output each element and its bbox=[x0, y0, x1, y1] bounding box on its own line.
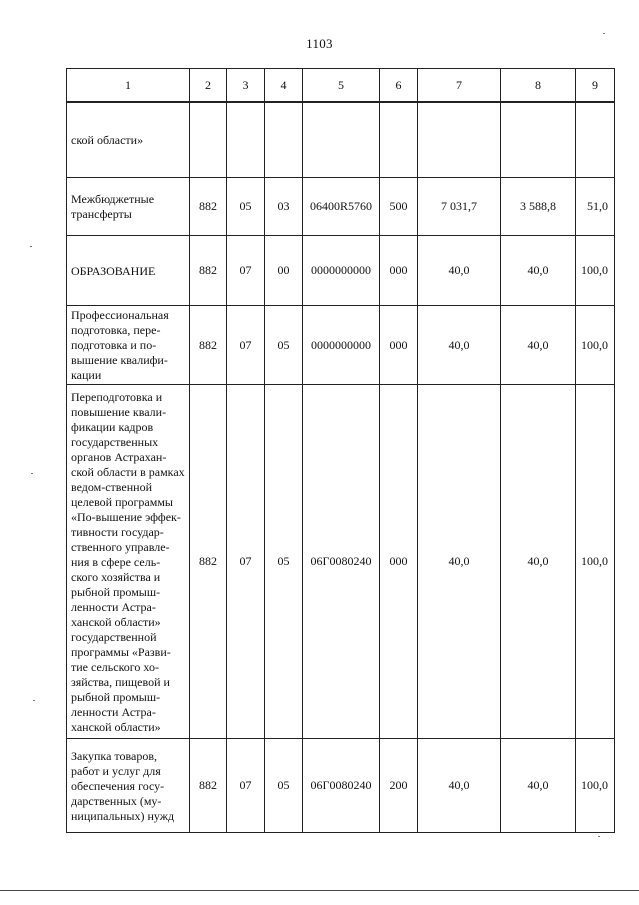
scan-speck bbox=[598, 836, 600, 837]
column-header: 6 bbox=[380, 69, 418, 103]
header-row bbox=[67, 69, 615, 103]
column-header: 2 bbox=[190, 69, 227, 103]
cell-executed: 40,0 bbox=[501, 385, 576, 739]
cell-planned: 40,0 bbox=[418, 739, 501, 833]
cell-section: 07 bbox=[227, 306, 265, 385]
cell-subsection: 05 bbox=[265, 385, 303, 739]
row-name: Закупка товаров, работ и услуг для обеспечения госу-дарственных (му-ниципальных) нужд bbox=[67, 739, 190, 833]
row-name: Переподготовка и повышение квали-фикации кадров государственных органов Астрахан-ской области в рамках ведом-ственной целевой программы «По-вышение эффек-тивности государ-ственного управле-ния в сфере сель-ского хозяйства и рыбной промыш-ленности Астра-ханской области» государственной программы «Разви-тие сельского хо-зяйства, пищевой и рыбной промыш-ленности Астра-ханской области» bbox=[67, 385, 190, 739]
scan-speck bbox=[31, 473, 33, 474]
cell-subsection: 05 bbox=[265, 739, 303, 833]
table-row bbox=[67, 102, 615, 178]
cell-planned: 40,0 bbox=[418, 306, 501, 385]
column-header: 7 bbox=[418, 69, 501, 103]
cell-target-article bbox=[303, 102, 380, 178]
row-name: ской области» bbox=[67, 102, 190, 178]
table-row bbox=[67, 178, 615, 236]
cell-subsection: 00 bbox=[265, 236, 303, 306]
column-header: 9 bbox=[576, 69, 615, 103]
table-row bbox=[67, 236, 615, 306]
cell-expense-type bbox=[380, 102, 418, 178]
cell-percent bbox=[576, 102, 615, 178]
cell-subsection: 03 bbox=[265, 178, 303, 236]
cell-executed: 40,0 bbox=[501, 739, 576, 833]
cell-ministry-code: 882 bbox=[190, 739, 227, 833]
scan-speck bbox=[30, 246, 32, 247]
row-name: Межбюджетные трансферты bbox=[67, 178, 190, 236]
row-name: ОБРАЗОВАНИЕ bbox=[67, 236, 190, 306]
cell-percent: 51,0 bbox=[576, 178, 615, 236]
bottom-rule bbox=[0, 890, 639, 891]
column-header: 3 bbox=[227, 69, 265, 103]
cell-target-article: 06400R5760 bbox=[303, 178, 380, 236]
cell-target-article: 06Г0080240 bbox=[303, 385, 380, 739]
cell-section: 05 bbox=[227, 178, 265, 236]
cell-subsection bbox=[265, 102, 303, 178]
cell-ministry-code: 882 bbox=[190, 236, 227, 306]
cell-planned: 40,0 bbox=[418, 236, 501, 306]
cell-expense-type: 500 bbox=[380, 178, 418, 236]
cell-executed bbox=[501, 102, 576, 178]
scan-speck bbox=[33, 700, 35, 701]
table-row bbox=[67, 385, 615, 739]
cell-percent: 100,0 bbox=[576, 306, 615, 385]
cell-ministry-code: 882 bbox=[190, 306, 227, 385]
cell-section: 07 bbox=[227, 236, 265, 306]
cell-section: 07 bbox=[227, 739, 265, 833]
cell-percent: 100,0 bbox=[576, 739, 615, 833]
cell-executed: 40,0 bbox=[501, 236, 576, 306]
row-name: Профессиональная подготовка, пере-подготовка и по-вышение квалифи-кации bbox=[67, 306, 190, 385]
cell-percent: 100,0 bbox=[576, 236, 615, 306]
cell-planned bbox=[418, 102, 501, 178]
cell-ministry-code bbox=[190, 102, 227, 178]
cell-target-article: 06Г0080240 bbox=[303, 739, 380, 833]
cell-ministry-code: 882 bbox=[190, 385, 227, 739]
cell-planned: 7 031,7 bbox=[418, 178, 501, 236]
scan-speck bbox=[603, 33, 605, 34]
cell-executed: 3 588,8 bbox=[501, 178, 576, 236]
column-header: 8 bbox=[501, 69, 576, 103]
column-header: 4 bbox=[265, 69, 303, 103]
budget-table bbox=[66, 68, 615, 833]
page-number: 1103 bbox=[306, 36, 333, 51]
cell-expense-type: 000 bbox=[380, 385, 418, 739]
cell-section bbox=[227, 102, 265, 178]
table-row bbox=[67, 306, 615, 385]
cell-executed: 40,0 bbox=[501, 306, 576, 385]
cell-section: 07 bbox=[227, 385, 265, 739]
cell-target-article: 0000000000 bbox=[303, 306, 380, 385]
cell-expense-type: 000 bbox=[380, 236, 418, 306]
column-header: 5 bbox=[303, 69, 380, 103]
cell-target-article: 0000000000 bbox=[303, 236, 380, 306]
cell-planned: 40,0 bbox=[418, 385, 501, 739]
column-header: 1 bbox=[67, 69, 190, 103]
cell-expense-type: 000 bbox=[380, 306, 418, 385]
cell-ministry-code: 882 bbox=[190, 178, 227, 236]
table-row bbox=[67, 739, 615, 833]
cell-expense-type: 200 bbox=[380, 739, 418, 833]
cell-percent: 100,0 bbox=[576, 385, 615, 739]
cell-subsection: 05 bbox=[265, 306, 303, 385]
